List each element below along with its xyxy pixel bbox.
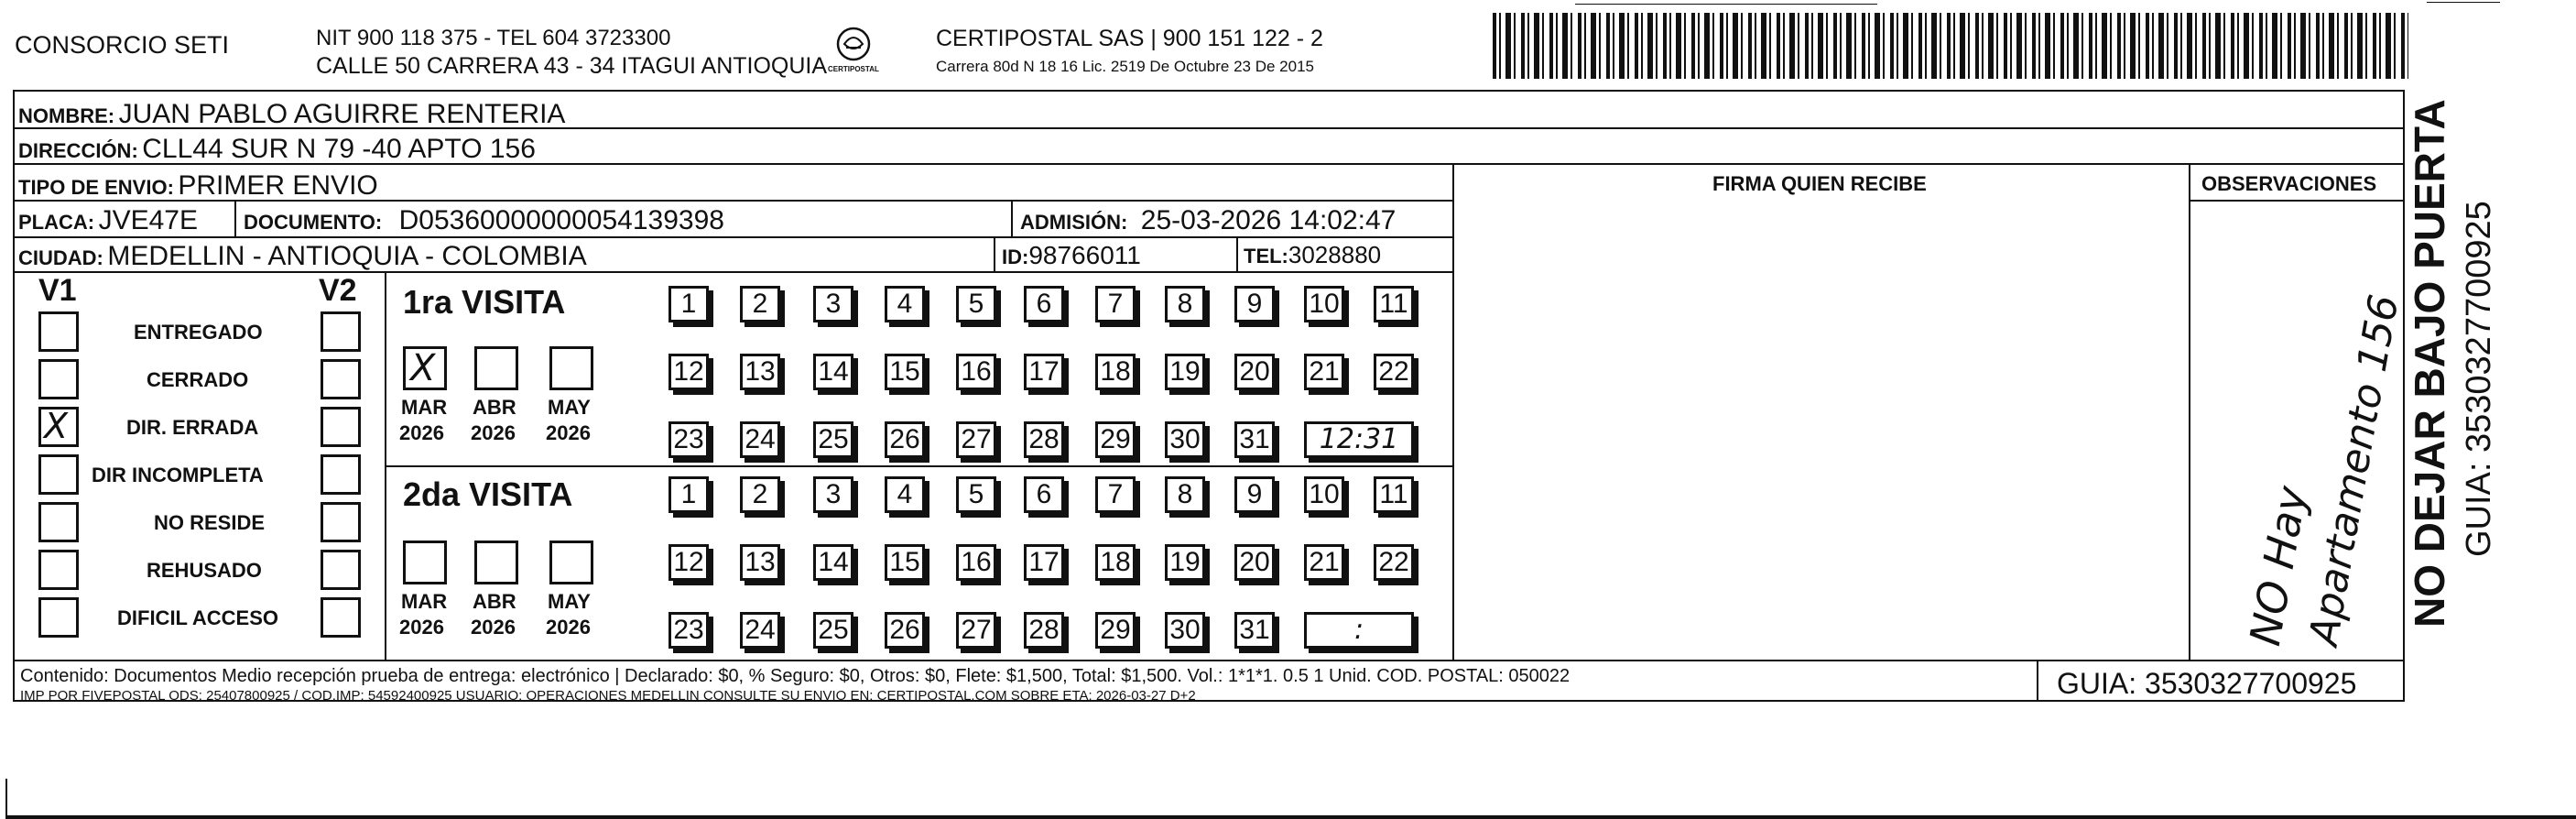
v1-checkbox[interactable] [38,597,79,638]
second-month-label: ABR [473,590,516,613]
col-divider [234,200,236,236]
id-label: ID: [1002,246,1029,268]
footer-line-2: IMP POR FIVEPOSTAL ODS: 25407800925 / COD.IMP: 54592400925 USUARIO: OPERACIONES MEDELLIN CONSULTE SU ENVIO EN: CERTIPOSTAL.COM SOBRE ETA: 2026-03-27 D+2 [20,688,1196,704]
first-month-label: MAY [548,396,591,419]
second-day-cell[interactable]: 1 [668,476,709,513]
v2-checkbox[interactable] [321,311,361,352]
second-day-cell[interactable]: 23 [668,612,709,649]
row-divider [2189,200,2405,202]
documento-value: D05360000000054139398 [398,205,724,235]
barcode [1493,13,2408,79]
first-month-checkbox[interactable] [549,346,593,390]
first-day-cell[interactable]: 27 [956,421,996,458]
second-day-cell[interactable]: 5 [956,476,996,513]
first-day-cell[interactable]: 31 [1234,421,1275,458]
row-divider [13,660,2405,661]
status-label: REHUSADO [147,559,262,582]
v2-checkbox[interactable] [321,359,361,399]
first-day-cell[interactable]: 28 [1024,421,1064,458]
second-day-cell[interactable]: 17 [1024,544,1064,581]
first-day-cell[interactable]: 11 [1374,286,1414,322]
first-month-label: ABR [473,396,516,419]
second-year-label: 2026 [546,616,591,639]
first-month-label: MAR [401,396,448,419]
direccion-label: DIRECCIÓN: [18,139,138,162]
first-day-cell[interactable]: 30 [1165,421,1205,458]
col-divider [1011,200,1013,236]
tel-label: TEL: [1244,245,1288,268]
company-name: CONSORCIO SETI [15,31,230,59]
side-guia: GUIA: 3530327700925 [2460,201,2498,557]
col-divider [2189,163,2190,660]
v1-checkbox[interactable] [38,502,79,542]
second-day-cell[interactable]: 19 [1165,544,1205,581]
placa-value: JVE47E [98,205,198,235]
second-day-cell[interactable]: 10 [1304,476,1344,513]
second-year-label: 2026 [399,616,444,639]
v2-header: V2 [319,273,357,308]
ciudad-value: MEDELLIN - ANTIOQUIA - COLOMBIA [107,241,587,271]
second-day-cell[interactable]: 18 [1095,544,1136,581]
top-rule [1575,4,1877,5]
license-line: Carrera 80d N 18 16 Lic. 2519 De Octubre 23 De 2015 [936,58,1314,75]
first-day-cell[interactable]: 4 [885,286,925,322]
nombre-label: NOMBRE: [18,104,115,127]
address-line: CALLE 50 CARRERA 43 - 34 ITAGUI ANTIOQUIA [316,53,828,79]
first-visit-title: 1ra VISITA [403,283,566,321]
v2-checkbox[interactable] [321,597,361,638]
side-warning: NO DEJAR BAJO PUERTA [2406,99,2453,628]
second-day-cell[interactable]: 31 [1234,612,1275,649]
first-day-cell[interactable]: 8 [1165,286,1205,322]
v1-header: V1 [38,273,77,308]
second-day-cell[interactable]: 8 [1165,476,1205,513]
firma-label: FIRMA QUIEN RECIBE [1712,172,1927,195]
first-day-cell[interactable]: 5 [956,286,996,322]
second-month-checkbox[interactable] [403,541,447,584]
status-label: ENTREGADO [134,321,263,344]
documento-label: DOCUMENTO: [244,211,383,234]
second-visit-title: 2da VISITA [403,475,573,513]
v1-checkbox[interactable] [38,359,79,399]
first-day-cell[interactable]: 1 [668,286,709,322]
handwritten-obs-2: Apartamento 156 [2300,290,2408,650]
first-day-cell[interactable]: 14 [813,354,853,390]
tipo-value: PRIMER ENVIO [178,170,378,201]
second-day-cell[interactable]: 26 [885,612,925,649]
first-day-cell[interactable]: 26 [885,421,925,458]
second-day-cell[interactable]: 29 [1095,612,1136,649]
second-day-cell[interactable]: 27 [956,612,996,649]
first-day-cell[interactable]: 15 [885,354,925,390]
nit-line: NIT 900 118 375 - TEL 604 3723300 [316,26,671,50]
second-month-checkbox[interactable] [474,541,518,584]
first-day-cell[interactable]: 22 [1374,354,1414,390]
first-day-cell[interactable]: 3 [813,286,853,322]
status-label: NO RESIDE [154,511,266,534]
status-label: DIR INCOMPLETA [92,464,264,486]
ciudad-label: CIUDAD: [18,246,103,269]
footer-line-1: Contenido: Documentos Medio recepción prueba de entrega: electrónico | Declarado: $0, % Seguro: $0, Otros: $0, Flete: $1,500, Total: $1,500. Vol.: 1*1*1. 0.5 1 Unid. COD. POSTAL: 050022 [20,666,1571,686]
second-day-cell[interactable]: 15 [885,544,925,581]
second-day-cell[interactable]: 25 [813,612,853,649]
handwritten-obs-1: NO Hay [2240,482,2317,650]
first-day-cell[interactable]: 9 [1234,286,1275,322]
nombre-value: JUAN PABLO AGUIRRE RENTERIA [118,99,566,129]
v1-checkbox[interactable] [38,550,79,590]
first-day-cell[interactable]: 16 [956,354,996,390]
footer-guia: GUIA: 3530327700925 [2057,667,2357,700]
second-day-cell[interactable]: 4 [885,476,925,513]
second-day-cell[interactable]: 22 [1374,544,1414,581]
first-time-cell[interactable]: 12:31 [1304,421,1414,458]
col-divider [1236,236,1238,271]
second-time-cell[interactable]: : [1304,612,1414,649]
second-day-cell[interactable]: 30 [1165,612,1205,649]
observaciones-label: OBSERVACIONES [2201,172,2377,195]
top-rule-2 [2427,2,2500,3]
second-day-cell[interactable]: 20 [1234,544,1275,581]
second-month-label: MAR [401,590,448,613]
v2-checkbox[interactable] [321,407,361,447]
second-day-cell[interactable]: 21 [1304,544,1344,581]
second-day-cell[interactable]: 12 [668,544,709,581]
first-day-cell[interactable]: 19 [1165,354,1205,390]
v1-check-mark: X [44,406,69,446]
placa-label: PLACA: [18,211,95,234]
second-day-cell[interactable]: 11 [1374,476,1414,513]
second-day-cell[interactable]: 28 [1024,612,1064,649]
first-day-cell[interactable]: 7 [1095,286,1136,322]
status-label: DIFICIL ACCESO [117,606,279,629]
id-value: 98766011 [1028,241,1141,269]
second-day-cell[interactable]: 6 [1024,476,1064,513]
col-divider [994,236,995,271]
second-day-cell[interactable]: 7 [1095,476,1136,513]
tel-value: 3028880 [1288,241,1382,268]
v1-checkbox[interactable] [38,311,79,352]
first-day-cell[interactable]: 25 [813,421,853,458]
v1-checkbox[interactable] [38,454,79,495]
first-day-cell[interactable]: 20 [1234,354,1275,390]
first-day-cell[interactable]: 13 [740,354,780,390]
second-year-label: 2026 [471,616,516,639]
first-year-label: 2026 [471,421,516,444]
v2-checkbox[interactable] [321,502,361,542]
first-year-label: 2026 [399,421,444,444]
certipostal-logo [828,26,879,81]
admision-label: ADMISIÓN: [1020,211,1128,234]
col-divider [1452,163,1454,660]
second-day-cell[interactable]: 24 [740,612,780,649]
second-day-cell[interactable]: 3 [813,476,853,513]
second-month-checkbox[interactable] [549,541,593,584]
first-day-cell[interactable]: 21 [1304,354,1344,390]
status-label: CERRADO [147,368,249,391]
first-day-cell[interactable]: 10 [1304,286,1344,322]
second-day-cell[interactable]: 9 [1234,476,1275,513]
v2-checkbox[interactable] [321,550,361,590]
bottom-rule [5,815,2576,819]
second-day-cell[interactable]: 13 [740,544,780,581]
first-day-cell[interactable]: 18 [1095,354,1136,390]
first-day-cell[interactable]: 12 [668,354,709,390]
row-divider [13,271,1452,273]
first-year-label: 2026 [546,421,591,444]
first-month-mark: X [410,347,436,389]
first-day-cell[interactable]: 29 [1095,421,1136,458]
first-day-cell[interactable]: 24 [740,421,780,458]
bottom-rule [5,779,7,819]
first-month-checkbox[interactable] [474,346,518,390]
first-day-cell[interactable]: 17 [1024,354,1064,390]
first-day-cell[interactable]: 6 [1024,286,1064,322]
certipostal-line: CERTIPOSTAL SAS | 900 151 122 - 2 [936,26,1323,51]
second-month-label: MAY [548,590,591,613]
first-day-cell[interactable]: 23 [668,421,709,458]
col-divider [2037,660,2038,702]
admision-value: 25-03-2026 14:02:47 [1140,205,1397,235]
second-day-cell[interactable]: 2 [740,476,780,513]
second-day-cell[interactable]: 16 [956,544,996,581]
second-day-cell[interactable]: 14 [813,544,853,581]
logo-text: CERTIPOSTAL [828,65,879,73]
first-day-cell[interactable]: 2 [740,286,780,322]
v2-checkbox[interactable] [321,454,361,495]
status-label: DIR. ERRADA [126,416,259,439]
visit-divider [385,465,1452,467]
direccion-value: CLL44 SUR N 79 -40 APTO 156 [142,134,536,164]
tipo-label: TIPO DE ENVIO: [18,176,174,199]
